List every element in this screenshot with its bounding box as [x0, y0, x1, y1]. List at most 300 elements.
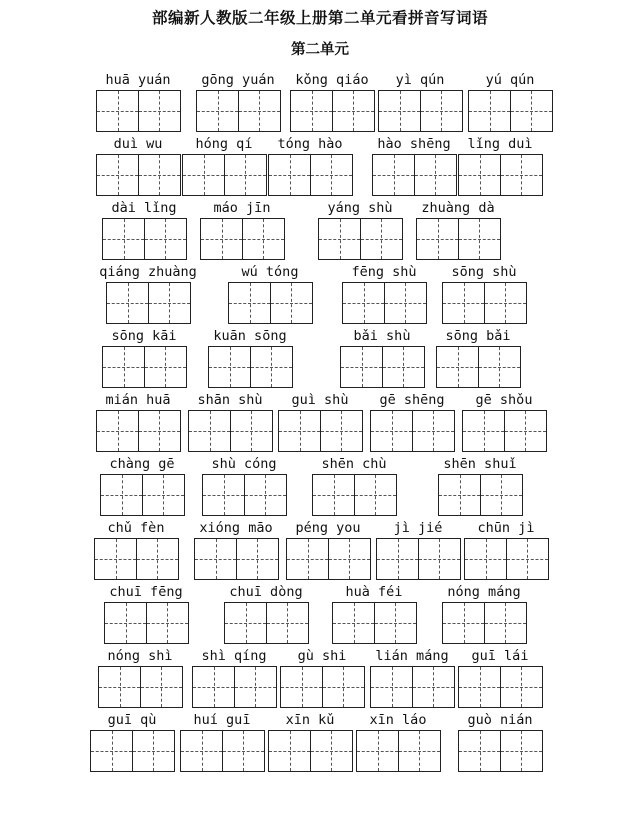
tianzige-cell[interactable]	[194, 538, 237, 580]
word-item	[442, 264, 526, 326]
tianzige-cell[interactable]	[468, 90, 511, 132]
tianzige-cell[interactable]	[146, 602, 189, 644]
tianzige-cell[interactable]	[500, 666, 543, 708]
cell-horizontal-guide	[311, 751, 352, 752]
tianzige-cell[interactable]	[374, 602, 417, 644]
tianzige-cell[interactable]	[370, 666, 413, 708]
word-item	[200, 200, 284, 262]
tianzige-cell[interactable]	[356, 730, 399, 772]
writing-grid[interactable]	[196, 90, 281, 132]
writing-grid[interactable]	[268, 154, 353, 196]
tianzige-cell[interactable]	[506, 538, 549, 580]
worksheet-row	[0, 136, 640, 198]
tianzige-cell[interactable]	[98, 666, 141, 708]
cell-horizontal-guide	[501, 175, 542, 176]
tianzige-cell[interactable]	[510, 90, 553, 132]
tianzige-cell[interactable]	[144, 346, 187, 388]
word-item	[104, 584, 188, 646]
tianzige-cell[interactable]	[320, 410, 363, 452]
tianzige-cell[interactable]	[136, 538, 179, 580]
cell-horizontal-guide	[419, 559, 460, 560]
writing-grid[interactable]	[436, 346, 521, 388]
pinyin-label: wú tóng	[241, 264, 299, 280]
tianzige-cell[interactable]	[238, 90, 281, 132]
pinyin-label: shù cóng	[211, 456, 277, 472]
tianzige-cell[interactable]	[102, 346, 145, 388]
pinyin-label: shēn shuǐ	[443, 456, 517, 472]
worksheet-row	[0, 328, 640, 390]
cell-horizontal-guide	[271, 303, 312, 304]
cell-horizontal-guide	[485, 623, 526, 624]
cell-horizontal-guide	[465, 559, 506, 560]
pinyin-label: dài lǐng	[111, 200, 177, 216]
pinyin-label: yì qún	[395, 72, 445, 88]
tianzige-cell[interactable]	[90, 730, 133, 772]
cell-horizontal-guide	[385, 303, 426, 304]
pinyin-label: fēng shù	[351, 264, 417, 280]
cell-horizontal-guide	[375, 623, 416, 624]
tianzige-cell[interactable]	[500, 154, 543, 196]
word-item	[102, 328, 186, 390]
worksheet-row	[0, 72, 640, 134]
writing-grid[interactable]	[268, 730, 353, 772]
cell-horizontal-guide	[333, 111, 374, 112]
writing-grid[interactable]	[332, 602, 417, 644]
writing-grid[interactable]	[94, 538, 179, 580]
cell-horizontal-guide	[237, 559, 278, 560]
tianzige-cell[interactable]	[342, 282, 385, 324]
word-item	[458, 712, 542, 774]
cell-horizontal-guide	[195, 559, 236, 560]
pinyin-label: sōng shù	[451, 264, 517, 280]
writing-grid[interactable]	[96, 154, 181, 196]
cell-horizontal-guide	[459, 751, 500, 752]
tianzige-cell[interactable]	[412, 666, 455, 708]
cell-horizontal-guide	[399, 751, 440, 752]
pinyin-label: kǒng qiáo	[295, 72, 369, 88]
tianzige-cell[interactable]	[382, 346, 425, 388]
tianzige-cell[interactable]	[192, 666, 235, 708]
tianzige-cell[interactable]	[202, 474, 245, 516]
tianzige-cell[interactable]	[250, 346, 293, 388]
writing-grid[interactable]	[458, 154, 543, 196]
tianzige-cell[interactable]	[96, 410, 139, 452]
tianzige-cell[interactable]	[180, 730, 223, 772]
cell-horizontal-guide	[143, 495, 184, 496]
page-title: 部编新人教版二年级上册第二单元看拼音写词语	[151, 8, 488, 27]
pinyin-label: xióng māo	[199, 520, 273, 536]
cell-horizontal-guide	[485, 303, 526, 304]
tianzige-cell[interactable]	[458, 218, 501, 260]
cell-horizontal-guide	[287, 559, 328, 560]
cell-horizontal-guide	[413, 431, 454, 432]
cell-horizontal-guide	[361, 239, 402, 240]
writing-grid[interactable]	[378, 90, 463, 132]
tianzige-cell[interactable]	[222, 730, 265, 772]
writing-grid[interactable]	[278, 410, 363, 452]
tianzige-cell[interactable]	[234, 666, 277, 708]
word-item	[202, 456, 286, 518]
pinyin-label: guì shù	[291, 392, 349, 408]
tianzige-cell[interactable]	[504, 410, 547, 452]
tianzige-cell[interactable]	[458, 666, 501, 708]
word-item	[268, 136, 352, 198]
tianzige-cell[interactable]	[140, 666, 183, 708]
tianzige-cell[interactable]	[106, 282, 149, 324]
cell-horizontal-guide	[459, 687, 500, 688]
writing-grid[interactable]	[416, 218, 501, 260]
tianzige-cell[interactable]	[484, 602, 527, 644]
tianzige-cell[interactable]	[228, 282, 271, 324]
cell-horizontal-guide	[137, 559, 178, 560]
cell-horizontal-guide	[245, 495, 286, 496]
cell-horizontal-guide	[459, 175, 500, 176]
cell-horizontal-guide	[225, 175, 266, 176]
tianzige-cell[interactable]	[458, 730, 501, 772]
tianzige-cell[interactable]	[310, 154, 353, 196]
tianzige-cell[interactable]	[244, 474, 287, 516]
tianzige-cell[interactable]	[478, 346, 521, 388]
cell-horizontal-guide	[181, 751, 222, 752]
cell-horizontal-guide	[341, 367, 382, 368]
tianzige-cell[interactable]	[268, 154, 311, 196]
word-item	[196, 72, 280, 134]
pinyin-label: yáng shù	[327, 200, 393, 216]
tianzige-cell[interactable]	[142, 474, 185, 516]
cell-horizontal-guide	[269, 175, 310, 176]
cell-horizontal-guide	[209, 367, 250, 368]
tianzige-cell[interactable]	[340, 346, 383, 388]
cell-horizontal-guide	[357, 751, 398, 752]
writing-grid[interactable]	[372, 154, 457, 196]
writing-grid[interactable]	[376, 538, 461, 580]
tianzige-cell[interactable]	[328, 538, 371, 580]
writing-grid[interactable]	[442, 282, 527, 324]
pinyin-label: péng you	[295, 520, 361, 536]
writing-grid[interactable]	[194, 538, 279, 580]
pinyin-label: guī qù	[107, 712, 157, 728]
tianzige-cell[interactable]	[310, 730, 353, 772]
cell-horizontal-guide	[377, 559, 418, 560]
writing-grid[interactable]	[202, 474, 287, 516]
word-item	[356, 712, 440, 774]
tianzige-cell[interactable]	[278, 410, 321, 452]
tianzige-cell[interactable]	[290, 90, 333, 132]
tianzige-cell[interactable]	[442, 282, 485, 324]
tianzige-cell[interactable]	[376, 538, 419, 580]
tianzige-cell[interactable]	[270, 282, 313, 324]
pinyin-label: hào shēng	[377, 136, 451, 152]
word-item	[312, 456, 396, 518]
worksheet-row	[0, 456, 640, 518]
worksheet-row	[0, 200, 640, 262]
word-item	[442, 584, 526, 646]
pinyin-label: chuī fēng	[109, 584, 183, 600]
writing-grid[interactable]	[90, 730, 175, 772]
word-item	[468, 72, 552, 134]
writing-grid[interactable]	[286, 538, 371, 580]
word-item	[94, 520, 178, 582]
cell-horizontal-guide	[201, 239, 242, 240]
pinyin-label: xīn kǔ	[285, 712, 335, 728]
worksheet-row	[0, 712, 640, 774]
writing-grid[interactable]	[458, 730, 543, 772]
cell-horizontal-guide	[379, 111, 420, 112]
pinyin-label: shēn chù	[321, 456, 387, 472]
writing-grid[interactable]	[224, 602, 309, 644]
cell-horizontal-guide	[481, 495, 522, 496]
cell-horizontal-guide	[421, 111, 462, 112]
tianzige-cell[interactable]	[200, 218, 243, 260]
writing-grid[interactable]	[340, 346, 425, 388]
cell-horizontal-guide	[235, 687, 276, 688]
writing-grid[interactable]	[208, 346, 293, 388]
tianzige-cell[interactable]	[384, 282, 427, 324]
cell-horizontal-guide	[343, 303, 384, 304]
word-item	[318, 200, 402, 262]
tianzige-cell[interactable]	[138, 90, 181, 132]
cell-horizontal-guide	[223, 751, 264, 752]
pinyin-label: gōng yuán	[201, 72, 275, 88]
writing-grid[interactable]	[458, 666, 543, 708]
cell-horizontal-guide	[371, 687, 412, 688]
word-item	[100, 456, 184, 518]
cell-horizontal-guide	[279, 431, 320, 432]
tianzige-cell[interactable]	[318, 218, 361, 260]
tianzige-cell[interactable]	[484, 282, 527, 324]
writing-grid[interactable]	[318, 218, 403, 260]
cell-horizontal-guide	[383, 367, 424, 368]
tianzige-cell[interactable]	[224, 154, 267, 196]
tianzige-cell[interactable]	[332, 602, 375, 644]
tianzige-cell[interactable]	[268, 730, 311, 772]
writing-grid[interactable]	[192, 666, 277, 708]
tianzige-cell[interactable]	[458, 154, 501, 196]
tianzige-cell[interactable]	[416, 218, 459, 260]
tianzige-cell[interactable]	[94, 538, 137, 580]
tianzige-cell[interactable]	[322, 666, 365, 708]
tianzige-cell[interactable]	[370, 410, 413, 452]
cell-horizontal-guide	[193, 687, 234, 688]
word-item	[458, 136, 542, 198]
tianzige-cell[interactable]	[464, 538, 507, 580]
tianzige-cell[interactable]	[332, 90, 375, 132]
writing-grid[interactable]	[356, 730, 441, 772]
pinyin-label: yú qún	[485, 72, 535, 88]
writing-grid[interactable]	[468, 90, 553, 132]
cell-horizontal-guide	[319, 239, 360, 240]
cell-horizontal-guide	[333, 623, 374, 624]
cell-horizontal-guide	[459, 239, 500, 240]
writing-grid[interactable]	[106, 282, 191, 324]
writing-grid[interactable]	[182, 154, 267, 196]
tianzige-cell[interactable]	[436, 346, 479, 388]
cell-horizontal-guide	[133, 751, 174, 752]
cell-horizontal-guide	[229, 303, 270, 304]
cell-horizontal-guide	[97, 175, 138, 176]
tianzige-cell[interactable]	[182, 154, 225, 196]
tianzige-cell[interactable]	[208, 346, 251, 388]
tianzige-cell[interactable]	[414, 154, 457, 196]
cell-horizontal-guide	[501, 687, 542, 688]
tianzige-cell[interactable]	[398, 730, 441, 772]
tianzige-cell[interactable]	[144, 218, 187, 260]
word-item	[102, 200, 186, 262]
writing-grid[interactable]	[370, 410, 455, 452]
tianzige-cell[interactable]	[418, 538, 461, 580]
word-item	[438, 456, 522, 518]
cell-horizontal-guide	[203, 495, 244, 496]
tianzige-cell[interactable]	[412, 410, 455, 452]
word-item	[436, 328, 520, 390]
tianzige-cell[interactable]	[420, 90, 463, 132]
pinyin-label: mián huā	[105, 392, 171, 408]
word-item	[340, 328, 424, 390]
tianzige-cell[interactable]	[138, 410, 181, 452]
worksheet-row	[0, 520, 640, 582]
cell-horizontal-guide	[243, 239, 284, 240]
pinyin-label: xīn láo	[369, 712, 427, 728]
tianzige-cell[interactable]	[266, 602, 309, 644]
pinyin-label: kuān sōng	[213, 328, 287, 344]
cell-horizontal-guide	[501, 751, 542, 752]
tianzige-cell[interactable]	[188, 410, 231, 452]
writing-grid[interactable]	[102, 218, 187, 260]
cell-horizontal-guide	[231, 431, 272, 432]
cell-horizontal-guide	[139, 175, 180, 176]
tianzige-cell[interactable]	[138, 154, 181, 196]
cell-horizontal-guide	[197, 111, 238, 112]
cell-horizontal-guide	[281, 687, 322, 688]
tianzige-cell[interactable]	[280, 666, 323, 708]
unit-subtitle: 第二单元	[291, 41, 349, 58]
cell-horizontal-guide	[313, 495, 354, 496]
word-item	[332, 584, 416, 646]
writing-grid[interactable]	[370, 666, 455, 708]
tianzige-cell[interactable]	[96, 154, 139, 196]
writing-grid[interactable]	[96, 410, 181, 452]
worksheet-row	[0, 392, 640, 454]
cell-horizontal-guide	[103, 239, 144, 240]
writing-grid[interactable]	[102, 346, 187, 388]
pinyin-label: hóng qí	[195, 136, 253, 152]
cell-horizontal-guide	[99, 687, 140, 688]
tianzige-cell[interactable]	[438, 474, 481, 516]
cell-horizontal-guide	[311, 175, 352, 176]
cell-horizontal-guide	[225, 623, 266, 624]
word-item	[99, 264, 197, 326]
tianzige-cell[interactable]	[100, 474, 143, 516]
writing-grid[interactable]	[180, 730, 265, 772]
writing-grid[interactable]	[290, 90, 375, 132]
tianzige-cell[interactable]	[372, 154, 415, 196]
tianzige-cell[interactable]	[96, 90, 139, 132]
writing-grid[interactable]	[462, 410, 547, 452]
tianzige-cell[interactable]	[230, 410, 273, 452]
tianzige-cell[interactable]	[196, 90, 239, 132]
pinyin-label: shān shù	[197, 392, 263, 408]
writing-grid[interactable]	[442, 602, 527, 644]
pinyin-label: shì qíng	[201, 648, 267, 664]
tianzige-cell[interactable]	[360, 218, 403, 260]
worksheet-row	[0, 264, 640, 326]
tianzige-cell[interactable]	[224, 602, 267, 644]
pinyin-label: huà féi	[345, 584, 403, 600]
writing-grid[interactable]	[96, 90, 181, 132]
pinyin-label: nóng shì	[107, 648, 173, 664]
cell-horizontal-guide	[91, 751, 132, 752]
cell-horizontal-guide	[415, 175, 456, 176]
cell-horizontal-guide	[507, 559, 548, 560]
cell-horizontal-guide	[269, 751, 310, 752]
writing-grid[interactable]	[200, 218, 285, 260]
tianzige-cell[interactable]	[236, 538, 279, 580]
tianzige-cell[interactable]	[462, 410, 505, 452]
writing-grid[interactable]	[98, 666, 183, 708]
tianzige-cell[interactable]	[148, 282, 191, 324]
tianzige-cell[interactable]	[104, 602, 147, 644]
cell-horizontal-guide	[443, 623, 484, 624]
cell-horizontal-guide	[439, 495, 480, 496]
cell-horizontal-guide	[103, 367, 144, 368]
writing-grid[interactable]	[228, 282, 313, 324]
cell-horizontal-guide	[147, 623, 188, 624]
writing-grid[interactable]	[188, 410, 273, 452]
cell-horizontal-guide	[371, 431, 412, 432]
word-item	[224, 584, 308, 646]
tianzige-cell[interactable]	[442, 602, 485, 644]
tianzige-cell[interactable]	[500, 730, 543, 772]
writing-grid[interactable]	[312, 474, 397, 516]
writing-grid[interactable]	[464, 538, 549, 580]
tianzige-cell[interactable]	[132, 730, 175, 772]
writing-grid[interactable]	[280, 666, 365, 708]
cell-horizontal-guide	[139, 431, 180, 432]
cell-horizontal-guide	[183, 175, 224, 176]
tianzige-cell[interactable]	[242, 218, 285, 260]
word-item	[96, 72, 180, 134]
cell-horizontal-guide	[239, 111, 280, 112]
pinyin-label: gē shǒu	[475, 392, 533, 408]
writing-grid[interactable]	[438, 474, 523, 516]
writing-grid[interactable]	[100, 474, 185, 516]
pinyin-label: lǐng duì	[467, 136, 533, 152]
cell-horizontal-guide	[107, 303, 148, 304]
tianzige-cell[interactable]	[354, 474, 397, 516]
tianzige-cell[interactable]	[480, 474, 523, 516]
pinyin-label: qiáng zhuàng	[99, 264, 197, 280]
tianzige-cell[interactable]	[102, 218, 145, 260]
tianzige-cell[interactable]	[378, 90, 421, 132]
cell-horizontal-guide	[413, 687, 454, 688]
pinyin-label: lián máng	[375, 648, 449, 664]
cell-horizontal-guide	[101, 495, 142, 496]
writing-grid[interactable]	[342, 282, 427, 324]
word-item	[464, 520, 548, 582]
cell-horizontal-guide	[149, 303, 190, 304]
pinyin-label: chūn jì	[477, 520, 535, 536]
cell-horizontal-guide	[97, 431, 138, 432]
worksheet-row	[0, 648, 640, 710]
cell-horizontal-guide	[97, 111, 138, 112]
pinyin-label: huā yuán	[105, 72, 171, 88]
tianzige-cell[interactable]	[312, 474, 355, 516]
writing-grid[interactable]	[104, 602, 189, 644]
pinyin-label: tóng hào	[277, 136, 343, 152]
tianzige-cell[interactable]	[286, 538, 329, 580]
pinyin-label: gù shi	[297, 648, 347, 664]
cell-horizontal-guide	[105, 623, 146, 624]
